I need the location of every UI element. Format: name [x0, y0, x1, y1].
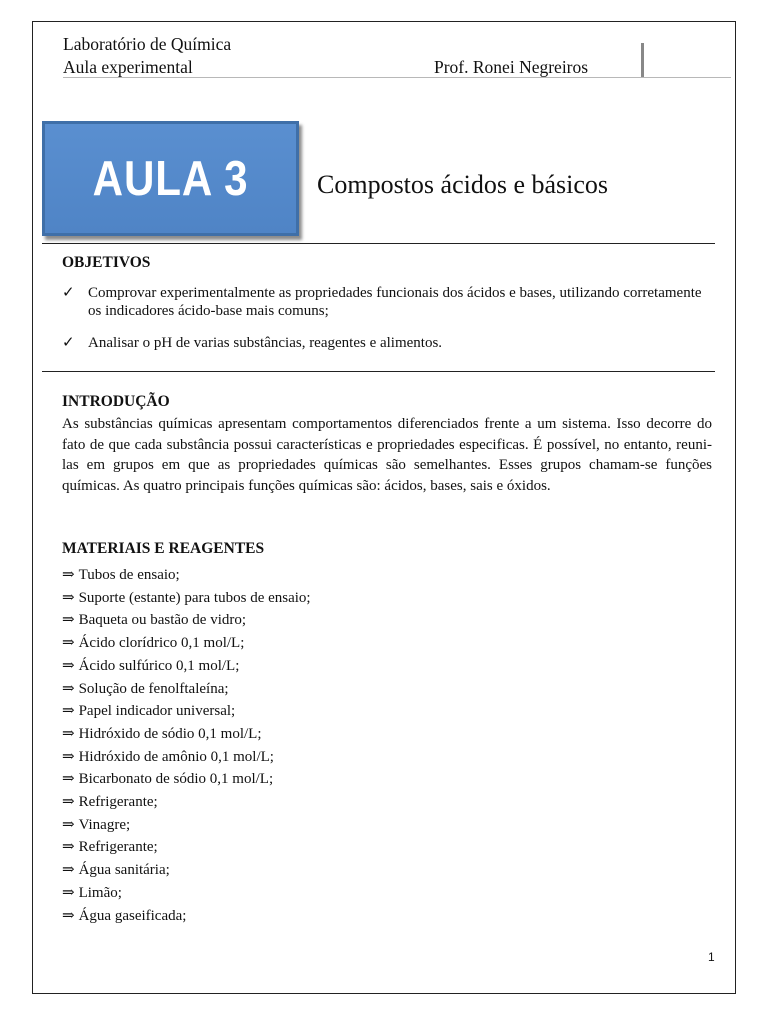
double-arrow-icon: ⇒: [62, 612, 75, 629]
material-text: Refrigerante;: [78, 794, 158, 811]
materials-heading: MATERIAIS E REAGENTES: [62, 540, 265, 557]
material-item: [62, 564, 311, 587]
material-text: Refrigerante;: [78, 839, 158, 856]
double-arrow-icon: ⇒: [62, 794, 75, 811]
material-text: Limão;: [78, 884, 122, 901]
material-text: Vinagre;: [78, 816, 131, 833]
header-subtitle: Aula experimental: [63, 57, 193, 77]
double-arrow-icon: ⇒: [62, 839, 75, 856]
lesson-badge-text: AULA 3: [92, 151, 249, 206]
material-text: Tubos de ensaio;: [78, 567, 180, 583]
double-arrow-icon: ⇒: [62, 680, 75, 697]
material-item: [62, 882, 311, 905]
objective-item: [62, 334, 712, 352]
professor-name: Prof. Ronei Negreiros: [434, 57, 589, 77]
materials-list: [62, 564, 311, 927]
objective-text: Comprovar experimentalmente as propriedades funcionais dos ácidos e bases, utilizando corretamente os indicadores ácido-base mais comuns;: [88, 285, 702, 319]
material-text: Suporte (estante) para tubos de ensaio;: [78, 589, 311, 606]
material-item: [62, 836, 311, 859]
material-text: Solução de fenolftaleína;: [78, 680, 229, 697]
material-text: Baqueta ou bastão de vidro;: [78, 612, 247, 629]
material-text: Ácido sulfúrico 0,1 mol/L;: [78, 657, 240, 674]
material-text: Hidróxido de sódio 0,1 mol/L;: [78, 725, 262, 742]
double-arrow-icon: ⇒: [62, 884, 75, 901]
material-item: [62, 587, 311, 610]
introduction-heading: INTRODUÇÃO: [62, 393, 170, 410]
material-item: [62, 814, 311, 837]
double-arrow-icon: ⇒: [62, 703, 75, 720]
material-item: [62, 655, 311, 678]
checkmark-icon: ✓: [62, 285, 75, 301]
double-arrow-icon: ⇒: [62, 816, 75, 833]
header-vertical-bar: [641, 43, 644, 77]
double-arrow-icon: ⇒: [62, 862, 75, 879]
material-item: [62, 768, 311, 791]
lesson-title: Compostos ácidos e básicos: [317, 170, 609, 199]
page-number: 1: [708, 950, 715, 964]
material-item: [62, 905, 311, 928]
material-text: Ácido clorídrico 0,1 mol/L;: [78, 635, 245, 652]
objective-text: Analisar o pH de varias substâncias, reagentes e alimentos.: [88, 335, 443, 351]
material-item: [62, 700, 311, 723]
section-rule: [42, 371, 715, 372]
lab-title: Laboratório de Química: [63, 34, 232, 54]
double-arrow-icon: ⇒: [62, 635, 75, 652]
double-arrow-icon: ⇒: [62, 589, 75, 606]
material-item: [62, 791, 311, 814]
checkmark-icon: ✓: [62, 335, 75, 351]
material-text: Hidróxido de amônio 0,1 mol/L;: [78, 748, 274, 765]
double-arrow-icon: ⇒: [62, 748, 75, 765]
material-item: [62, 723, 311, 746]
material-text: Água gaseificada;: [78, 907, 187, 924]
section-rule: [42, 243, 715, 244]
material-item: [62, 746, 311, 769]
material-text: Água sanitária;: [78, 862, 170, 879]
objectives-heading: OBJETIVOS: [62, 254, 151, 271]
lesson-badge: [42, 121, 299, 236]
document-page: [32, 21, 736, 994]
introduction-text: As substâncias químicas apresentam comportamentos diferenciados frente a um sistema. Isso decorre do fato de que cada substância possui características e propriedades especificas. É possível, no entanto, reuni-las em grupos em que as propriedades químicas são semelhantes. Esses grupos chamam-se funções químicas. As quatro principais funções químicas são: ácidos, bases, sais e óxidos.: [62, 416, 712, 494]
double-arrow-icon: ⇒: [62, 907, 75, 924]
double-arrow-icon: ⇒: [62, 725, 75, 742]
material-text: Bicarbonato de sódio 0,1 mol/L;: [78, 771, 274, 788]
objective-item: [62, 284, 712, 320]
double-arrow-icon: ⇒: [62, 567, 75, 583]
material-item: [62, 609, 311, 632]
material-item: [62, 678, 311, 701]
material-item: [62, 632, 311, 655]
material-text: Papel indicador universal;: [78, 703, 236, 720]
header-rule: [63, 77, 731, 78]
material-item: [62, 859, 311, 882]
double-arrow-icon: ⇒: [62, 771, 75, 788]
double-arrow-icon: ⇒: [62, 657, 75, 674]
